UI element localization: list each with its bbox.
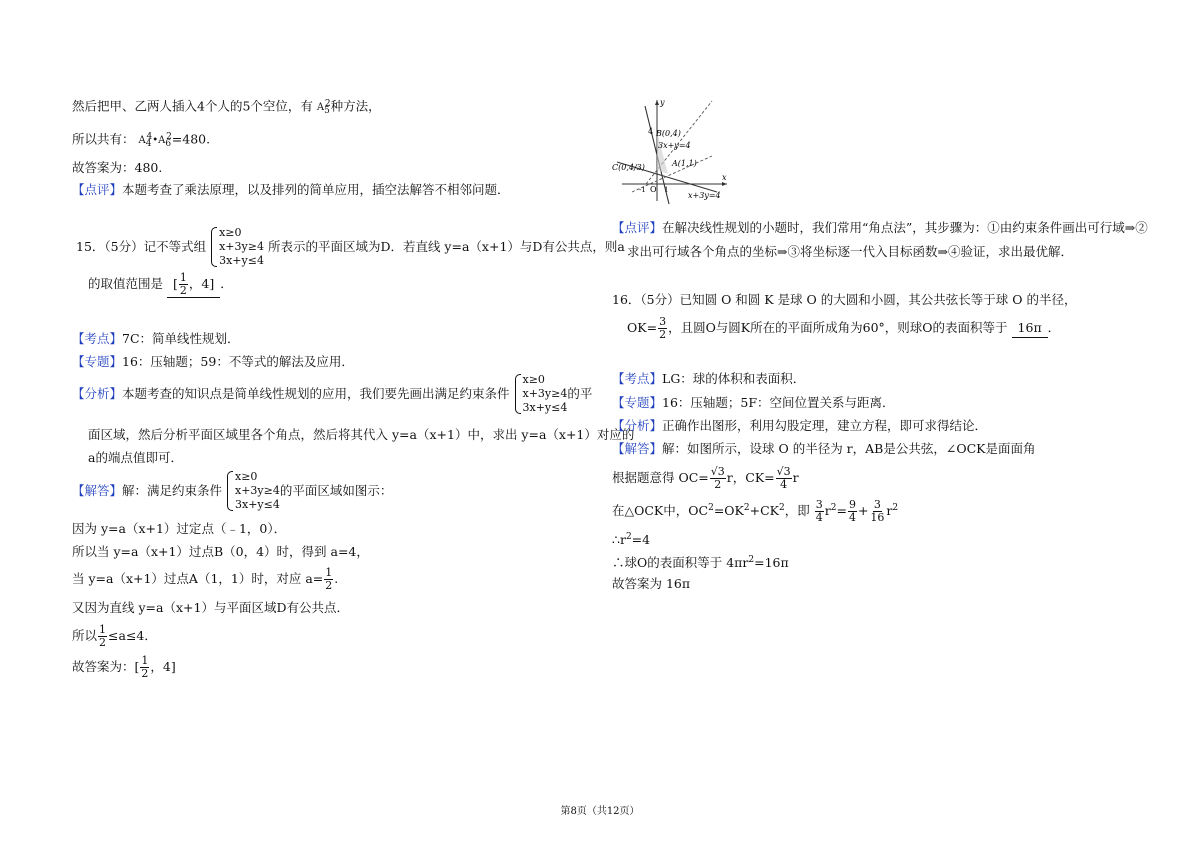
right-step-2: 在△OCK中，$OC^2=OK^2+CK^2$，即 $\frac{3}{4}$ $r^2=$ $\frac{9}{4}$ + $\frac{3}{16}$ $r^2$: [612, 498, 899, 525]
solution-step-1: 因为 y=a（x+1）过定点（﹣1，0）．: [72, 521, 287, 536]
label-1: 1: [664, 186, 669, 194]
left-kaodian: 【考点】7C：简单线性规划．: [72, 331, 240, 346]
solution-step-2: 所以当 y=a（x+1）过点B（0，4）时，得到 a=4，: [72, 544, 369, 559]
right-zhuanti: 【专题】16：压轴题；5F：空间位置关系与距离．: [612, 395, 895, 410]
left-fenxi-2: 面区域，然后分析平面区域里各个角点，然后将其代入 y=a（x+1）中，求出 y=a（x+1）对应的: [88, 427, 635, 442]
label-x: x: [722, 173, 727, 182]
label-c: C(0,4/3): [612, 163, 645, 172]
label-a: A(1,1): [672, 159, 697, 168]
left-para-1: 然后把甲、乙两人插入4个人的5个空位，有 A52种方法，: [72, 98, 381, 117]
right-fenxi: 【分析】正确作出图形，利用勾股定理，建立方程，即可求得结论．: [612, 418, 988, 433]
label-3x-y: 3x+y=4: [658, 141, 691, 150]
left-zhuanti: 【专题】16：压轴题；59：不等式的解法及应用．: [72, 354, 354, 369]
left-comment: 【点评】本题考查了乘法原理，以及排列的简单应用，插空法解答不相邻问题．: [72, 182, 510, 197]
solution-step-4: 又因为直线 y=a（x+1）与平面区域D有公共点．: [72, 600, 349, 615]
right-step-3: $\therefore r^2=4$: [612, 532, 651, 548]
constraint-system-2: x≥0 x+3y≥4 3x+y≤4: [514, 373, 568, 415]
right-step-1: 根据题意得 OC= $\frac{√3}{2}$ r，CK= $\frac{√3}{4}$ r: [612, 465, 799, 491]
feasible-region-graph: [612, 96, 732, 206]
left-jieda: 【解答】解：满足约束条件 x≥0 x+3y≥4 3x+y≤4 的平面区域如图示：: [72, 470, 393, 511]
question-16-line-2: OK= $\frac{3}{2}$ ，且圆O与圆K所在的平面所成角为60°，则球O的表面积等于 16π ．: [627, 315, 1061, 341]
solution-answer: 故答案为：[ $\frac{1}{2}$ ，4]: [72, 654, 176, 680]
label-neg1: -1: [639, 186, 646, 194]
label-x-3y: x+3y=4: [688, 191, 721, 200]
label-4: 4: [648, 127, 654, 136]
right-comment-1: 【点评】在解决线性规划的小题时，我们常用“角点法”，其步骤为：①由约束条件画出可行域⇒②: [612, 220, 1148, 235]
page-footer: 第8页（共12页）: [560, 806, 640, 817]
constraint-system-3: x≥0 x+3y≥4 3x+y≤4: [226, 470, 280, 512]
right-kaodian: 【考点】LG：球的体积和表面积．: [612, 371, 806, 386]
question-16: 16．（5分）已知圆 O 和圆 K 是球 O 的大圆和小圆，其公共弦长等于球 O 的半径，: [612, 292, 1077, 307]
x-axis-arrow-icon: [722, 182, 727, 186]
left-para-2: 所以共有： A44•A62=480.: [72, 131, 211, 150]
y-axis-arrow-icon: [655, 100, 659, 105]
left-para-3: 故答案为：480.: [72, 160, 163, 175]
right-jieda: 【解答】解：如图所示，设球 O 的半径为 r，AB是公共弦，∠OCK是面面角: [612, 441, 1036, 456]
left-fenxi-3: a的端点值即可．: [88, 450, 183, 465]
question-15-line-2: 的取值范围是 [ $\frac{1}{2}$ ，4] ．: [88, 271, 233, 297]
solution-step-3: 当 y=a（x+1）过点A（1，1）时，对应 a= $\frac{1}{2}$ .: [72, 566, 339, 592]
right-answer: 故答案为 16π: [612, 576, 691, 591]
label-b: B(0,4): [656, 129, 681, 138]
q16-answer: 16π: [1012, 319, 1048, 338]
right-comment-2: 求出可行域各个角点的坐标⇒③将坐标逐一代入目标函数⇒④验证，求出最优解．: [627, 244, 1073, 259]
feasible-region: [657, 132, 668, 174]
constraint-system: x≥0 x+3y≥4 3x+y≤4: [210, 226, 264, 268]
question-15: 15．（5分）记不等式组 x≥0 x+3y≥4 3x+y≤4 所表示的平面区域为D．若直线 y=a（x+1）与D有公共点，则a: [76, 226, 625, 267]
label-y: y: [660, 98, 665, 107]
q15-answer: [ $\frac{1}{2}$ ，4]: [167, 272, 220, 298]
label-origin: O: [650, 185, 657, 194]
solution-step-5: 所以 $\frac{1}{2}$ ≤a≤4．: [72, 623, 157, 649]
right-step-4: ∴球O的表面积等于 $4\pi r^2=16\pi$: [612, 555, 789, 571]
left-fenxi: 【分析】本题考查的知识点是简单线性规划的应用，我们要先画出满足约束条件 x≥0 x+3y≥4 3x+y≤4 的平: [72, 373, 593, 414]
